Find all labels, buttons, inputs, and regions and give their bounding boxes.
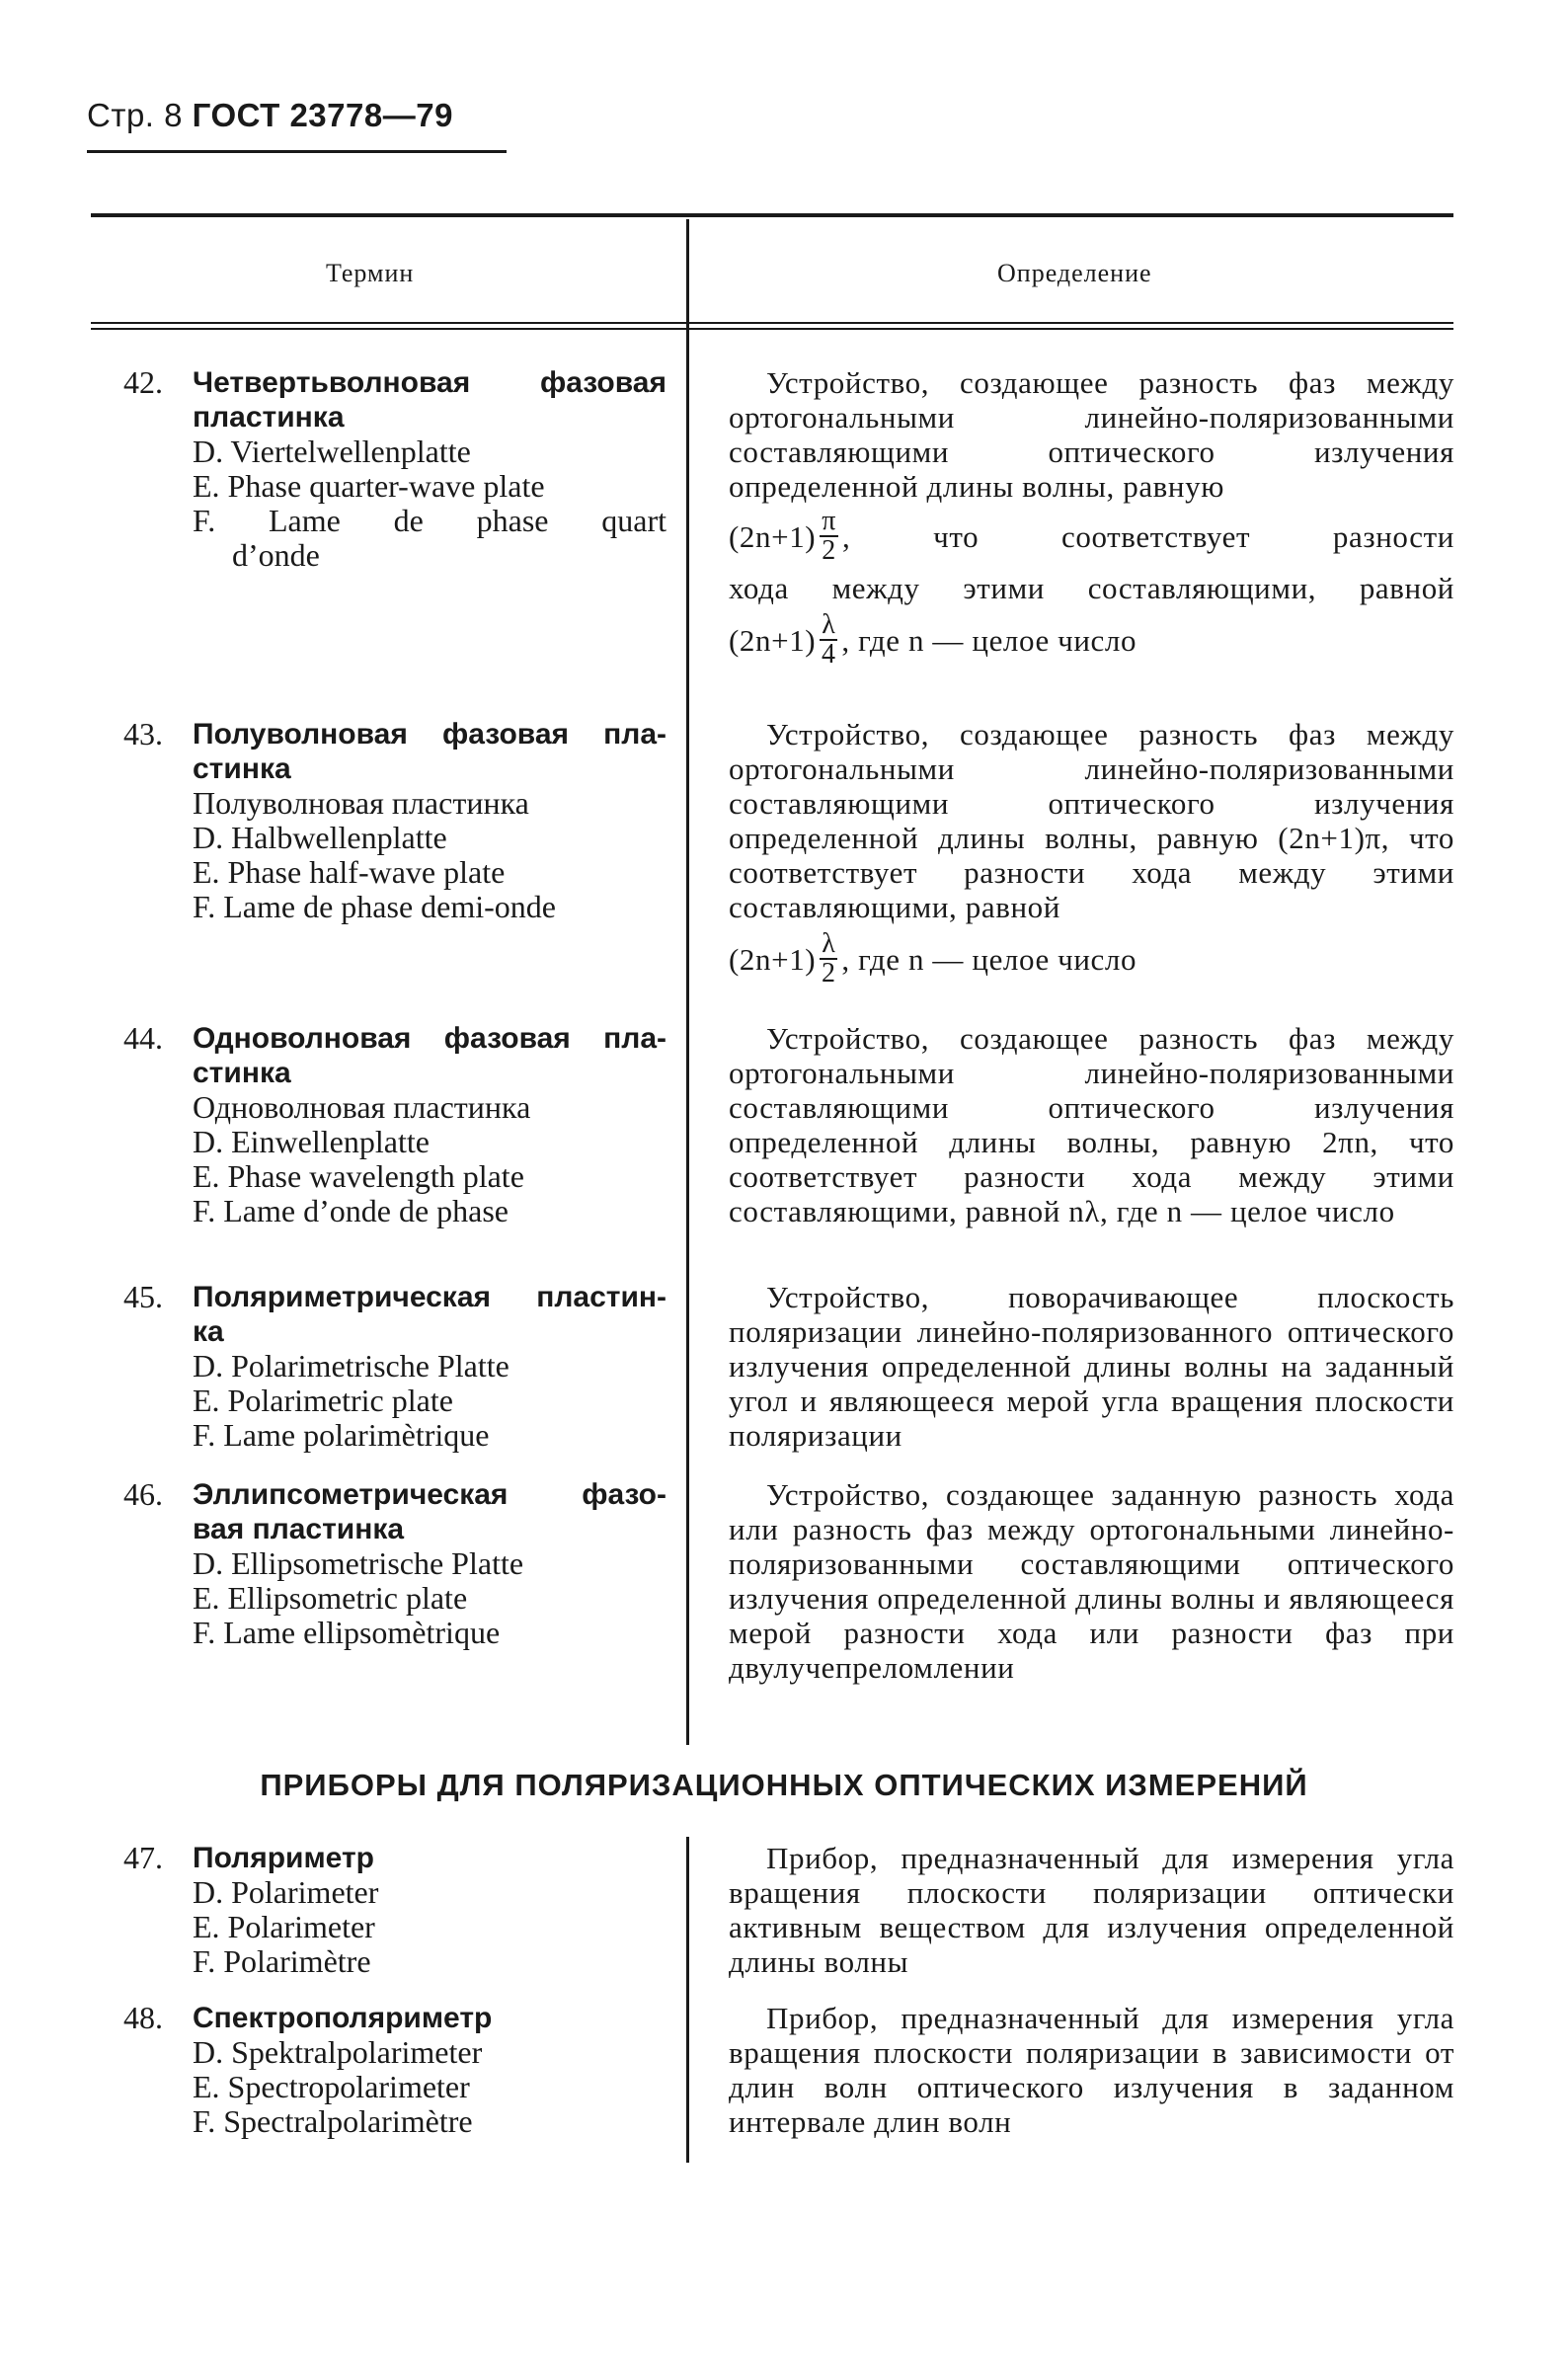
term-de: D. Einwellenplatte (193, 1124, 430, 1159)
term-ru-line: ка (193, 1315, 224, 1348)
fraction-numerator: λ (822, 609, 836, 640)
fraction-denominator: 2 (822, 535, 836, 566)
formula-left: (2n+1) (729, 622, 817, 658)
term-fr: F. Lame ellipsomètrique (193, 1615, 501, 1650)
definition-45 (729, 1280, 1454, 1453)
column-header-definition: Определение (997, 259, 1152, 287)
formula-line-2 (729, 611, 1454, 669)
header-underline (87, 150, 507, 153)
term-number: 45. (123, 1279, 163, 1314)
term-number: 42. (123, 364, 163, 400)
term-48 (123, 2001, 666, 2139)
term-fr: F. Lame polarimètrique (193, 1417, 490, 1453)
definition-47 (729, 1841, 1454, 1979)
term-42 (123, 365, 666, 573)
definition-44 (729, 1021, 1454, 1228)
term-en: E. Phase half-wave plate (193, 854, 506, 890)
fraction (820, 611, 837, 669)
term-fr: F. Lame d’onde de phase (193, 1193, 509, 1228)
definition-text: Устройство, создающее разность фаз между ортогональными линейно-поляризованными составляющими оптического излучения определенной длины волны, равную (729, 365, 1454, 504)
page-header (87, 97, 453, 134)
term-en: E. Phase quarter-wave plate (193, 468, 545, 504)
definition-text: Прибор, предназначенный для измерения угла вращения плоскости поляризации оптически активным веществом для излучения определенной длины волны (729, 1841, 1454, 1979)
term-number: 43. (123, 716, 163, 751)
term-46 (123, 1477, 666, 1650)
definition-43 (729, 717, 1454, 988)
term-ru-line: Полуволновая фазовая пла- (193, 718, 666, 751)
definition-text: Устройство, создающее заданную разность хода или разность фаз между ортогональными линейно-поляризованными составляющими оптического излучения определенной длины волны и являющееся мерой разности хода или разности фаз при двулучепреломлении (729, 1477, 1454, 1685)
term-de: D. Viertelwellenplatte (193, 434, 471, 469)
term-ru-line: Одноволновая фазовая пла- (193, 1022, 666, 1055)
term-43 (123, 717, 666, 924)
column-header-term: Термин (326, 259, 415, 287)
term-ru-line: Эллипсометрическая фазо- (193, 1478, 666, 1511)
definition-text: Прибор, предназначенный для измерения угла вращения плоскости поляризации в зависимости от длин волн оптического излучения в заданном интервале длин волн (729, 2001, 1454, 2139)
formula-line (729, 930, 1454, 988)
term-47 (123, 1841, 666, 1979)
term-number: 47. (123, 1840, 163, 1875)
term-ru-line: Поляриметр (193, 1842, 374, 1874)
term-de: D. Polarimeter (193, 1874, 379, 1910)
term-en: E. Polarimetric plate (193, 1383, 453, 1418)
term-en: E. Spectropolarimeter (193, 2069, 470, 2104)
standard-code: ГОСТ 23778—79 (192, 97, 453, 133)
term-45 (123, 1280, 666, 1453)
term-synonym: Одноволновая пластинка (193, 1089, 531, 1125)
term-fr: F. Spectralpolarimètre (193, 2103, 473, 2139)
term-ru-line: пластинка (193, 401, 345, 434)
definition-text: Устройство, поворачивающее плоскость поляризации линейно-поляризованного оптического излучения определенной длины волны на заданный угол и являющееся мерой угла вращения плоскости поляризации (729, 1280, 1454, 1453)
formula-left: (2n+1) (729, 518, 817, 554)
term-en: E. Polarimeter (193, 1909, 375, 1944)
term-ru-line: стинка (193, 752, 291, 785)
term-number: 48. (123, 2000, 163, 2035)
term-number: 44. (123, 1020, 163, 1056)
page-number: Стр. 8 (87, 97, 183, 133)
term-de: D. Ellipsometrische Platte (193, 1545, 524, 1581)
formula-right: , где n — целое число (841, 941, 1137, 977)
term-ru-line: Поляриметрическая пластин- (193, 1281, 666, 1313)
fraction-numerator: π (822, 506, 836, 536)
column-divider-upper (686, 219, 689, 1745)
table-head-rule-2 (91, 328, 1453, 330)
fraction-numerator: λ (822, 928, 836, 959)
term-de: D. Spektralpolarimeter (193, 2034, 483, 2070)
fraction-denominator: 2 (822, 958, 836, 988)
term-en: E. Phase wavelength plate (193, 1158, 524, 1194)
term-ru-line: вая пластинка (193, 1513, 405, 1545)
term-ru-line: стинка (193, 1057, 291, 1089)
fraction (820, 930, 837, 988)
definition-text: Устройство, создающее разность фаз между ортогональными линейно-поляризованными составляющими оптического излучения определенной длины волны, равную 2πn, что соответствует разности хода между этими составляющими, равной nλ, где n — целое число (729, 1021, 1454, 1228)
definition-46 (729, 1477, 1454, 1685)
term-de: D. Polarimetrische Platte (193, 1348, 510, 1384)
term-en: E. Ellipsometric plate (193, 1580, 468, 1616)
formula-right: , что соответствует разности (841, 518, 1454, 554)
term-de: D. Halbwellenplatte (193, 820, 447, 855)
definition-48 (729, 2001, 1454, 2139)
term-number: 46. (123, 1476, 163, 1512)
definition-text: Устройство, создающее разность фаз между ортогональными линейно-поляризованными составляющими оптического излучения определенной длины волны, равную (2n+1)π, что соответствует разности хода между этими составляющими, равной (729, 717, 1454, 924)
definition-42 (729, 365, 1454, 669)
formula-right: , где n — целое число (841, 622, 1137, 658)
term-fr: F. Lame de phase quart (193, 503, 666, 538)
term-44 (123, 1021, 666, 1228)
section-title: ПРИБОРЫ ДЛЯ ПОЛЯРИЗАЦИОННЫХ ОПТИЧЕСКИХ ИЗМЕРЕНИЙ (260, 1768, 1308, 1802)
term-fr: F. Lame de phase demi-onde (193, 889, 556, 924)
term-ru-line: Четвертьволновая фазовая (193, 366, 666, 399)
table-top-rule (91, 213, 1453, 217)
table-head-rule-1 (91, 322, 1453, 324)
term-ru-line: Спектрополяриметр (193, 2002, 493, 2034)
formula-line-1 (729, 508, 1454, 565)
column-divider-lower (686, 1837, 689, 2163)
term-fr-cont: d’onde (232, 537, 320, 573)
formula-left: (2n+1) (729, 941, 817, 977)
term-synonym: Полуволновая пластинка (193, 785, 529, 821)
term-fr: F. Polarimètre (193, 1943, 371, 1979)
fraction (820, 508, 838, 565)
fraction-denominator: 4 (822, 639, 836, 670)
definition-text-2: хода между этими составляющими, равной (729, 571, 1454, 605)
